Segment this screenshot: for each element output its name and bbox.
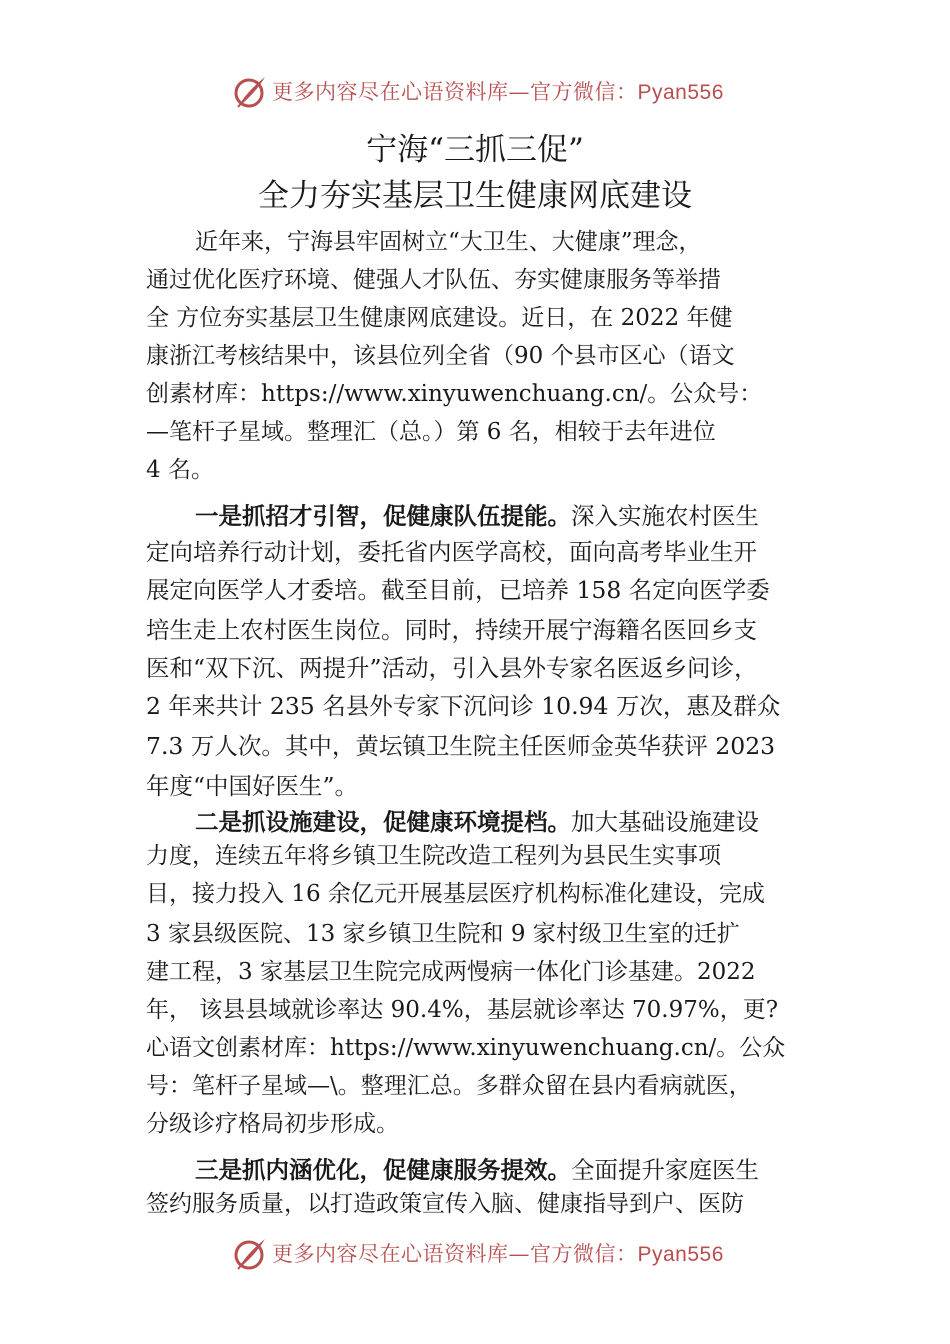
text-line: 二是抓设施建设，促健康环境提档。加大基础设施建设 (195, 808, 759, 836)
text-line: 力度，连续五年将乡镇卫生院改造工程列为县民生实事项 (146, 843, 721, 869)
text-line: 建工程，3 家基层卫生院完成两慢病一体化门诊基建。2022 (146, 959, 756, 985)
text-line: 3 家县级医院、13 家乡镇卫生院和 9 家村级卫生室的迁扩 (146, 921, 740, 947)
text-line: 签约服务质量，以打造政策宣传入脑、健康指导到户、医防 (146, 1191, 744, 1217)
text-line: 4 名。 (146, 457, 214, 483)
text-line: 2 年来共计 235 名县外专家下沉问诊 10.94 万次，惠及群众 (146, 692, 781, 720)
wechat-id: Pyan556 (637, 1243, 724, 1266)
text-line: 年度“中国好医生”。 (146, 772, 359, 800)
text-line: 三是抓内涵优化，促健康服务提效。全面提升家庭医生 (195, 1156, 759, 1184)
document-title-line2: 全力夯实基层卫生健康网底建设 (258, 178, 692, 214)
text-line: 培生走上农村医生岗位。同时，持续开展宁海籍名医回乡支 (146, 616, 757, 644)
text-line: 医和“双下沉、两提升”活动，引入县外专家名医返乡问诊， (146, 654, 758, 682)
text-line: 创素材库：https://www.xinyuwenchuang.cn/。公众号： (146, 381, 763, 407)
footer-banner (0, 1234, 950, 1274)
section-heading: 二是抓设施建设，促健康环境提档。 (195, 808, 571, 836)
text-line: —笔杆子星域。整理汇（总。）第 6 名，相较于去年进位 (146, 419, 716, 445)
text-line: 一是抓招才引智，促健康队伍提能。深入实施农村医生 (195, 502, 759, 530)
feather-pen-circle-icon (232, 1236, 268, 1272)
banner-text: 更多内容尽在心语资料库—官方微信：Pyan556 (272, 1242, 724, 1266)
text-line: 目，接力投入 16 余亿元开展基层医疗机构标准化建设，完成 (146, 881, 765, 907)
text-line: 康浙江考核结果中，该县位列全省（90 个县市区心（语文 (146, 343, 735, 369)
section-heading: 一是抓招才引智，促健康队伍提能。 (195, 502, 571, 530)
text-line: 展定向医学人才委培。截至目前，已培养 158 名定向医学委 (146, 576, 770, 604)
text-line: 全 方位夯实基层卫生健康网底建设。近日，在 2022 年健 (146, 305, 733, 331)
text-line: 定向培养行动计划，委托省内医学高校，面向高考毕业生开 (146, 538, 757, 566)
document-title-line1: 宁海“三抓三促” (366, 132, 584, 168)
section-heading: 三是抓内涵优化，促健康服务提效。 (195, 1156, 571, 1184)
banner-text: 更多内容尽在心语资料库—官方微信：Pyan556 (272, 80, 724, 104)
text-line: 年， 该县县域就诊率达 90.4%，基层就诊率达 70.97%，更? (146, 997, 779, 1023)
text-line: 通过优化医疗环境、健强人才队伍、夯实健康服务等举措 (146, 267, 721, 293)
header-banner (0, 72, 950, 112)
feather-pen-circle-icon (232, 74, 268, 110)
wechat-id: Pyan556 (637, 81, 724, 104)
text-line: 号：笔杆子星域—\。整理汇总。多群众留在县内看病就医， (146, 1073, 752, 1099)
text-line: 分级诊疗格局初步形成。 (146, 1111, 399, 1137)
text-line: 7.3 万人次。其中，黄坛镇卫生院主任医师金英华获评 2023 (146, 732, 776, 760)
text-line: 心语文创素材库：https://www.xinyuwenchuang.cn/。公众 (146, 1035, 786, 1061)
text-line: 近年来，宁海县牢固树立“大卫生、大健康”理念， (195, 229, 702, 255)
